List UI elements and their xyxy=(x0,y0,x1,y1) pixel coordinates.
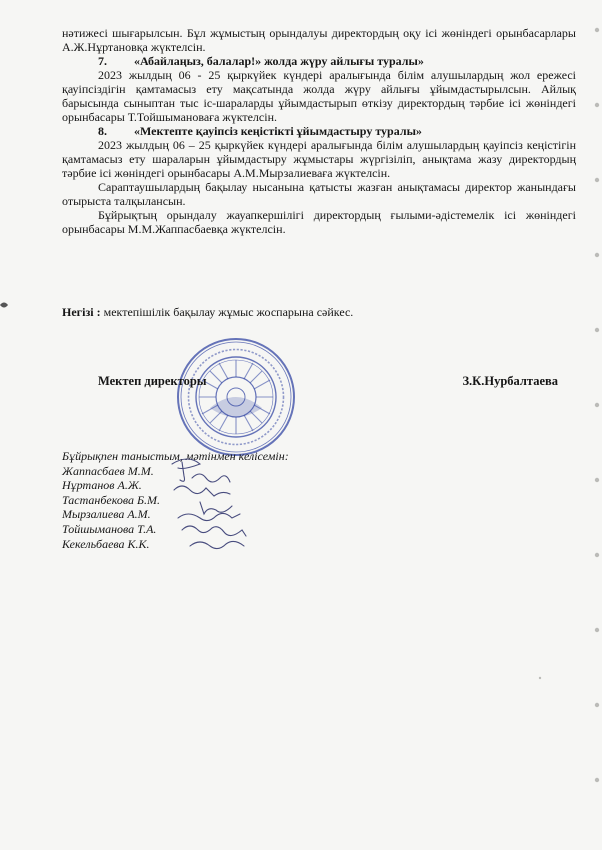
ack-name-4: Мырзалиева А.М. xyxy=(62,507,151,522)
section-8-heading xyxy=(62,124,576,138)
director-name: З.К.Нурбалтаева xyxy=(462,374,558,388)
ack-name-3: Тастанбекова Б.М. xyxy=(62,492,161,507)
acknowledgement-intro: Бұйрықпен таныстым, мәтінмен келісемін: xyxy=(62,449,289,463)
ack-name-5: Тойшыманова Т.А. xyxy=(62,521,157,536)
paragraph-continuation: нәтижесі шығарылсын. Бұл жұмыстың орындалуы директордың оқу ісі жөніндегі орынбасарлары А.Ж.Нұртановқа жүктелсін. xyxy=(62,26,576,54)
section-8-number: 8. xyxy=(98,124,107,138)
section-7-text: 2023 жылдың 06 - 25 қыркүйек күндері аралығында білім алушылардың жол ережесі қауіпсіздігін қамтамасыз ету мақсатында жолда жүру айлығы ұйымдастырылсын. Айлық барысында сыныптан тыс іс-шараларды ұйымдастырып өткізу директордың тәрбие ісі жөніндегі орынбасары Т.Тойшымановаға жүктелсін. xyxy=(62,68,576,124)
basis-text: мектепішілік бақылау жұмыс жоспарына сәйкес. xyxy=(103,305,354,319)
ack-name-1: Жаппасбаев М.М. xyxy=(62,463,154,478)
handwritten-signatures-icon xyxy=(160,456,260,566)
official-seal-icon xyxy=(175,336,297,458)
director-position: Мектеп директоры xyxy=(98,374,207,388)
section-8-text-c: Бұйрықтың орындалу жауапкершілігі директордың ғылыми-әдістемелік ісі жөніндегі орынбасары М.М.Жаппасбаевқа жүктелсін. xyxy=(62,208,576,236)
section-8-text-a: 2023 жылдың 06 – 25 қыркүйек күндері аралығында білім алушылардың қауіпсіз кеңістігін қамтамасыз ету шараларын ұйымдастыру жұмыстары жүргізіліп, анықтама жазу директордың тәрбие ісі жөніндегі орынбасары А.М.Мырзалиеваға жүктелсін. xyxy=(62,138,576,180)
section-7-number: 7. xyxy=(98,54,107,68)
section-7-title: «Абайлаңыз, балалар!» жолда жүру айлығы туралы» xyxy=(134,54,424,68)
basis-label: Негізі : xyxy=(62,305,101,319)
section-7-heading xyxy=(62,54,576,68)
section-8-text-b: Сараптаушылардың бақылау нысанына қатысты жазған анықтамасы директор жанындағы отырыста талқылансын. xyxy=(62,180,576,208)
ack-name-6: Кекельбаева К.К. xyxy=(62,536,150,551)
ack-name-2: Нұртанов А.Ж. xyxy=(62,478,142,493)
basis-line xyxy=(62,305,353,320)
order-text xyxy=(62,26,576,236)
section-8-title: «Мектепте қауіпсіз кеңістікті ұйымдастыру туралы» xyxy=(134,124,422,138)
director-signature-row xyxy=(98,374,558,389)
